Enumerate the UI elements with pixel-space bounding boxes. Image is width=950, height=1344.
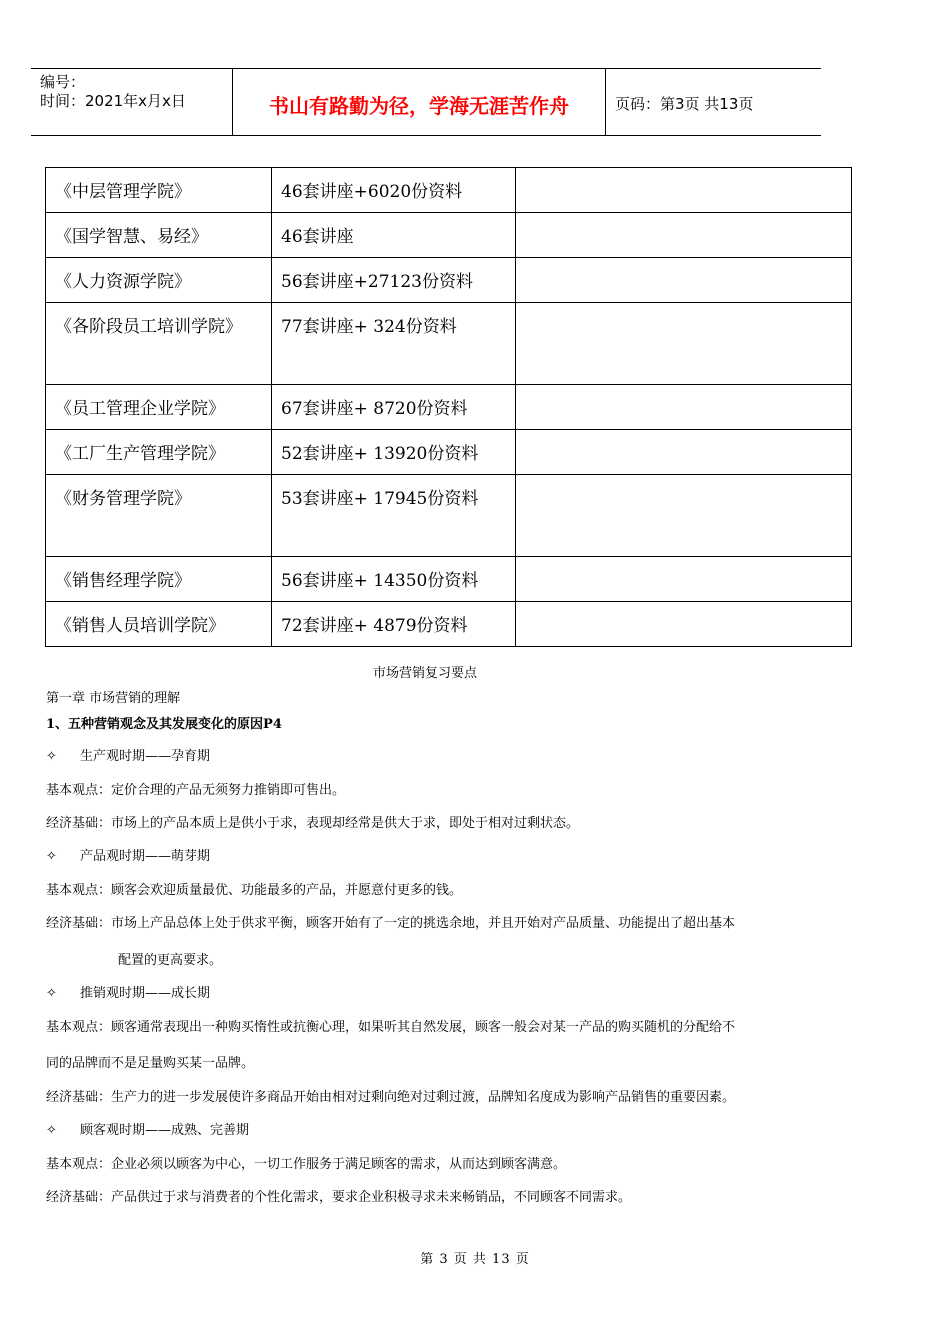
table-row xyxy=(46,258,852,303)
period-heading xyxy=(46,982,210,1001)
table-row xyxy=(46,213,852,258)
catalog-name: 《国学智慧、易经》 xyxy=(46,213,272,258)
catalog-name: 《各阶段员工培训学院》 xyxy=(46,303,272,385)
catalog-content: 46套讲座 xyxy=(272,213,516,258)
doc-title: 市场营销复习要点 xyxy=(372,666,477,681)
basic-view: 基本观点：定价合理的产品无须努力推销即可售出。 xyxy=(46,783,346,798)
header-bottom-rule xyxy=(31,135,821,136)
table-row xyxy=(46,168,852,213)
period-title: 生产观时期——孕育期 xyxy=(80,749,211,764)
catalog-name: 《工厂生产管理学院》 xyxy=(46,430,272,475)
header-page-info: 页码：第3页 共13页 xyxy=(615,95,754,113)
catalog-name: 《人力资源学院》 xyxy=(46,258,272,303)
economic-basis: 经济基础：生产力的进一步发展使许多商品开始由相对过剩向绝对过剩过渡，品牌知名度成为影响产品销售的重要因素。 xyxy=(46,1090,736,1105)
catalog-content: 53套讲座+ 17945份资料 xyxy=(272,475,516,557)
catalog-content: 77套讲座+ 324份资料 xyxy=(272,303,516,385)
basic-view: 基本观点：顾客通常表现出一种购买惰性或抗衡心理，如果听其自然发展，顾客一般会对某一产品的购买随机的分配给不 xyxy=(46,1020,736,1035)
catalog-name: 《销售人员培训学院》 xyxy=(46,602,272,647)
page-header xyxy=(31,68,821,136)
basic-view: 基本观点：顾客会欢迎质量最优、功能最多的产品，并愿意付更多的钱。 xyxy=(46,883,463,898)
period-heading xyxy=(46,845,210,864)
catalog-note xyxy=(516,475,852,557)
catalog-content: 46套讲座+6020份资料 xyxy=(272,168,516,213)
economic-basis: 经济基础：市场上产品总体上处于供求平衡，顾客开始有了一定的挑选余地，并且开始对产品质量、功能提出了超出基本 xyxy=(46,916,736,931)
diamond-bullet-icon: ✧ xyxy=(46,749,57,764)
catalog-note xyxy=(516,430,852,475)
catalog-content: 56套讲座+27123份资料 xyxy=(272,258,516,303)
table-row xyxy=(46,475,852,557)
section-heading: 1、五种营销观念及其发展变化的原因P4 xyxy=(46,717,282,732)
catalog-name: 《财务管理学院》 xyxy=(46,475,272,557)
table-row xyxy=(46,430,852,475)
catalog-content: 67套讲座+ 8720份资料 xyxy=(272,385,516,430)
basic-view: 基本观点：企业必须以顾客为中心，一切工作服务于满足顾客的需求，从而达到顾客满意。 xyxy=(46,1157,567,1172)
table-row xyxy=(46,557,852,602)
doc-time: 时间：2021年x月x日 xyxy=(40,92,186,110)
doc-number: 编号： xyxy=(40,73,86,91)
period-heading xyxy=(46,1119,249,1138)
diamond-bullet-icon: ✧ xyxy=(46,849,57,864)
catalog-note xyxy=(516,557,852,602)
chapter-heading: 第一章 市场营销的理解 xyxy=(46,691,181,706)
catalog-content: 56套讲座+ 14350份资料 xyxy=(272,557,516,602)
header-top-rule xyxy=(31,68,821,69)
economic-basis: 经济基础：市场上的产品本质上是供小于求，表现却经常是供大于求，即处于相对过剩状态。 xyxy=(46,816,580,831)
period-title: 顾客观时期——成熟、完善期 xyxy=(80,1123,250,1138)
catalog-note xyxy=(516,258,852,303)
catalog-note xyxy=(516,303,852,385)
header-divider xyxy=(605,68,606,136)
catalog-note xyxy=(516,602,852,647)
economic-basis: 经济基础：产品供过于求与消费者的个性化需求，要求企业积极寻求未来畅销品，不同顾客不同需求。 xyxy=(46,1190,632,1205)
catalog-name: 《销售经理学院》 xyxy=(46,557,272,602)
header-motto: 书山有路勤为径，学海无涯苦作舟 xyxy=(269,94,569,118)
basic-view-continued: 同的品牌而不是足量购买某一品牌。 xyxy=(46,1056,255,1071)
economic-basis-continued: 配置的更高要求。 xyxy=(118,953,223,968)
diamond-bullet-icon: ✧ xyxy=(46,986,57,1001)
catalog-name: 《员工管理企业学院》 xyxy=(46,385,272,430)
period-heading xyxy=(46,745,210,764)
page-footer: 第 3 页 共 13 页 xyxy=(420,1252,530,1267)
catalog-note xyxy=(516,213,852,258)
catalog-content: 72套讲座+ 4879份资料 xyxy=(272,602,516,647)
catalog-table xyxy=(45,167,852,647)
diamond-bullet-icon: ✧ xyxy=(46,1123,57,1138)
catalog-name: 《中层管理学院》 xyxy=(46,168,272,213)
catalog-content: 52套讲座+ 13920份资料 xyxy=(272,430,516,475)
catalog-note xyxy=(516,385,852,430)
table-row xyxy=(46,385,852,430)
period-title: 推销观时期——成长期 xyxy=(80,986,211,1001)
catalog-note xyxy=(516,168,852,213)
header-meta xyxy=(40,73,186,111)
table-row xyxy=(46,303,852,385)
table-row xyxy=(46,602,852,647)
period-title: 产品观时期——萌芽期 xyxy=(80,849,211,864)
